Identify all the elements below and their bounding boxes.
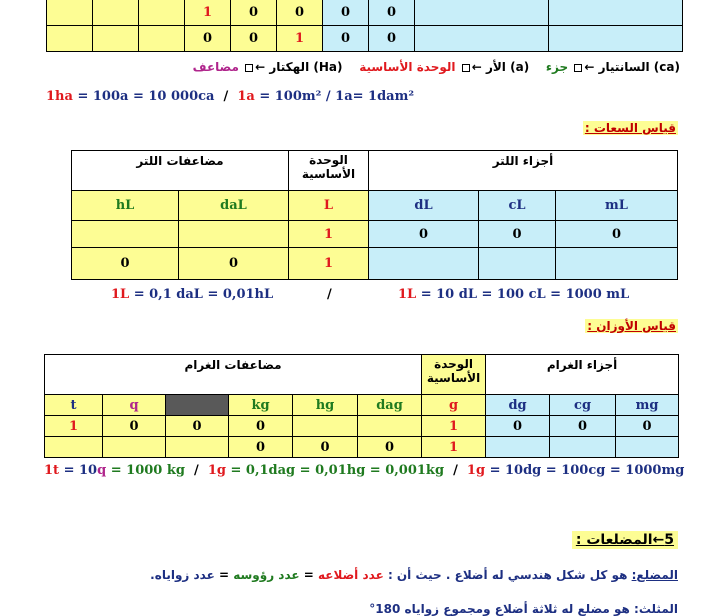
- area-row-1: 1 0 0 0 0: [47, 0, 683, 26]
- area-row-2: 0 0 1 0 0: [47, 26, 683, 52]
- capacity-parts-header: أجزاء اللتر: [369, 151, 678, 191]
- weight-row-2: 0 0 0 1: [45, 437, 679, 458]
- weight-table: [44, 354, 679, 458]
- weight-title: قياس الأوزان :: [587, 319, 676, 333]
- area-equation: 1ha = 100a = 10 000ca / 1a = 100m² / 1a= 1dam²: [46, 89, 415, 104]
- triangle-definition-cut: المثلث: هو مضلع له ثلاثة أضلاع ومجموع زواياه 180°: [369, 602, 678, 616]
- capacity-header-row: [72, 151, 678, 191]
- weight-unit-header: الوحدة الأساسية: [422, 355, 486, 395]
- polygon-definition: المضلع: هو كل شكل هندسي له أضلاع . حيث أن : عدد أضلاعه = عدد رؤوسه = عدد زواياه.: [150, 568, 678, 582]
- square-icon: [574, 64, 582, 72]
- capacity-table: [71, 150, 678, 280]
- capacity-row-1: 1 0 0 0: [72, 221, 678, 248]
- capacity-equation-right: 1L = 10 dL = 100 cL = 1000 mL: [398, 287, 630, 302]
- weight-units-row: t q kg hg dag g dg cg mg: [45, 395, 679, 416]
- weight-equation: 1t = 10q = 1000 kg / 1g = 0,1dag = 0,01hg = 0,001kg / 1g = 10dg = 100cg = 1000mg: [44, 463, 685, 478]
- capacity-row-2: 0 0 1: [72, 248, 678, 280]
- capacity-multiples-header: مضاعفات اللتر: [72, 151, 289, 191]
- square-icon: [462, 64, 470, 72]
- square-icon: [245, 64, 253, 72]
- weight-row-1: 1 0 0 0 1 0 0 0: [45, 416, 679, 437]
- polygons-heading: 5←المضلعات :: [572, 531, 678, 549]
- capacity-title: قياس السعات :: [584, 121, 676, 135]
- capacity-units-row: hL daL L dL cL mL: [72, 191, 678, 221]
- capacity-equation-left: 1L = 0,1 daL = 0,01hL: [111, 287, 274, 302]
- area-legend: (ca) السانتيار ← جزء (a) الأر ← الوحدة الأساسية (Ha) الهكتار ← مضاعف: [192, 60, 680, 74]
- weight-header-row: [45, 355, 679, 395]
- area-table: [46, 0, 683, 52]
- weight-multiples-header: مضاعفات الغرام: [45, 355, 422, 395]
- weight-parts-header: أجزاء الغرام: [486, 355, 679, 395]
- capacity-unit-header: الوحدة الأساسية: [289, 151, 369, 191]
- capacity-equation-sep: /: [327, 287, 332, 302]
